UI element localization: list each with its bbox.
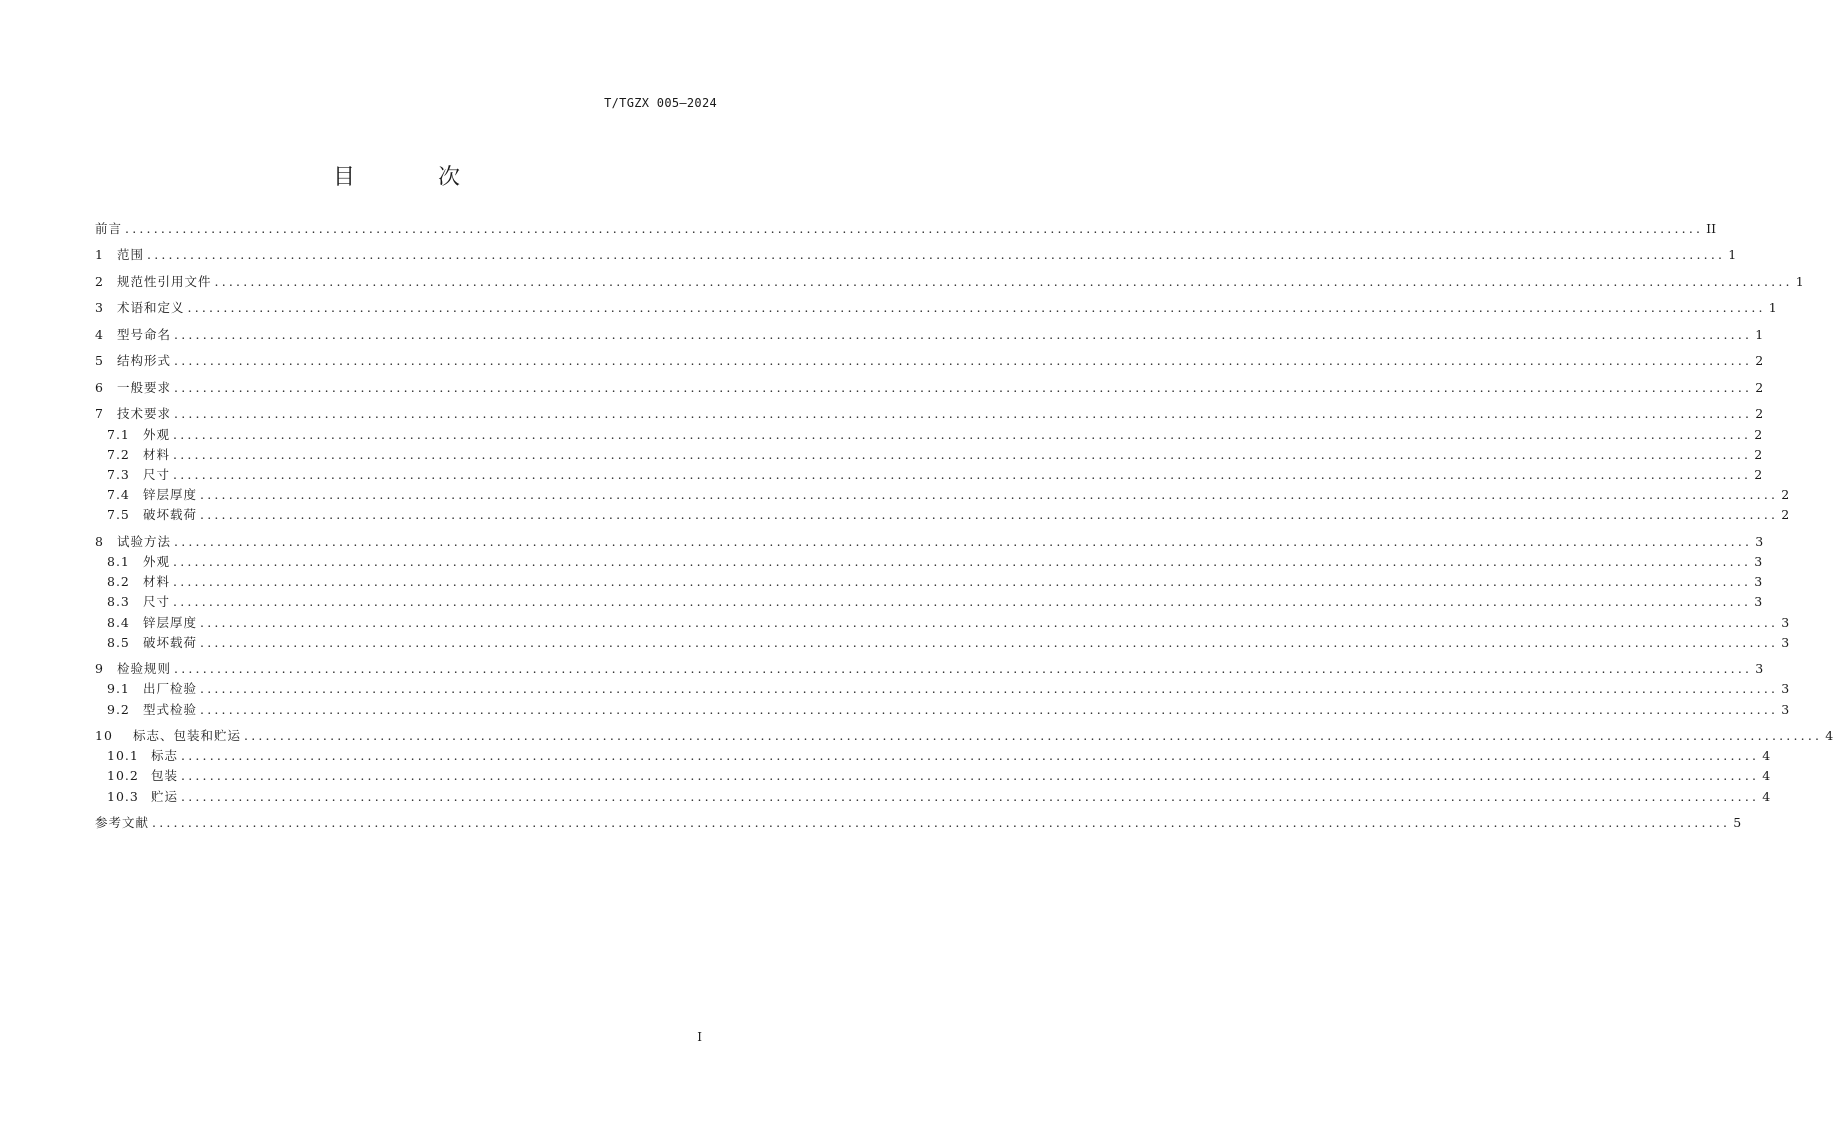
toc-entry-page: 4 bbox=[1762, 768, 1771, 784]
toc-entry-number: 10.3 bbox=[107, 788, 139, 804]
toc-entry-page: 3 bbox=[1781, 634, 1790, 650]
toc-entry-page: 4 bbox=[1825, 728, 1833, 744]
toc-entry-number: 10.2 bbox=[107, 768, 139, 784]
toc-subentry[interactable] bbox=[95, 425, 1763, 445]
toc-entry-title: 包装 bbox=[151, 768, 179, 784]
toc-entry[interactable] bbox=[95, 659, 1764, 679]
toc-entry-number: 10 bbox=[95, 728, 113, 744]
toc-entry-page: 1 bbox=[1768, 300, 1777, 316]
toc-subentry[interactable] bbox=[95, 700, 1790, 720]
toc-entry-page: 4 bbox=[1762, 788, 1771, 804]
dot-leader: ............................................................................................................................................................................................................................ bbox=[174, 353, 1753, 369]
dot-leader: ............................................................................................................................................................................................................................ bbox=[200, 681, 1779, 697]
dot-leader: ............................................................................................................................................................................................................................ bbox=[174, 533, 1753, 549]
dot-leader: ............................................................................................................................................................................................................................ bbox=[200, 634, 1779, 650]
toc-entry-label bbox=[95, 298, 185, 318]
toc-entry-number: 5 bbox=[95, 353, 104, 369]
toc-entry-label bbox=[95, 219, 122, 239]
toc-entry-title: 材料 bbox=[143, 574, 171, 590]
dot-leader: ............................................................................................................................................................................................................................ bbox=[147, 247, 1726, 263]
toc-entry-label bbox=[95, 272, 212, 292]
toc-entry-page: 3 bbox=[1781, 701, 1790, 717]
toc-entry-label bbox=[107, 485, 197, 505]
toc-entry-page: 2 bbox=[1755, 406, 1764, 422]
toc-entry-title: 一般要求 bbox=[117, 379, 172, 395]
toc-entry-page: 3 bbox=[1754, 594, 1763, 610]
toc-entry-page: 2 bbox=[1754, 446, 1763, 462]
dot-leader: ............................................................................................................................................................................................................................ bbox=[173, 574, 1752, 590]
toc-title: 目 次 bbox=[333, 165, 498, 190]
toc-entry-number: 7.3 bbox=[107, 466, 130, 482]
dot-leader: ............................................................................................................................................................................................................................ bbox=[214, 273, 1793, 289]
toc-entry-title: 材料 bbox=[143, 446, 171, 462]
toc-subentry[interactable] bbox=[95, 787, 1771, 807]
toc-entry[interactable] bbox=[95, 378, 1764, 398]
toc-entry-number: 6 bbox=[95, 379, 104, 395]
toc-subentry[interactable] bbox=[95, 552, 1763, 572]
toc-entry-page: 1 bbox=[1795, 273, 1804, 289]
toc-entry-title: 术语和定义 bbox=[117, 300, 185, 316]
toc-entry-title: 型号命名 bbox=[117, 326, 172, 342]
toc-subentry[interactable] bbox=[95, 633, 1790, 653]
toc-entry-number: 9.2 bbox=[107, 701, 130, 717]
table-of-contents bbox=[95, 219, 1833, 833]
toc-entry[interactable] bbox=[95, 272, 1804, 292]
toc-entry-page: 3 bbox=[1781, 681, 1790, 697]
toc-entry-title: 锌层厚度 bbox=[143, 614, 198, 630]
toc-entry[interactable] bbox=[95, 219, 1717, 239]
dot-leader: ............................................................................................................................................................................................................................ bbox=[152, 815, 1731, 831]
dot-leader: ............................................................................................................................................................................................................................ bbox=[187, 300, 1766, 316]
toc-entry-label bbox=[95, 245, 144, 265]
toc-entry-number: 7.4 bbox=[107, 487, 130, 503]
toc-entry-label bbox=[95, 378, 171, 398]
toc-entry-label bbox=[95, 659, 171, 679]
toc-entry[interactable] bbox=[95, 813, 1742, 833]
toc-entry-number: 9.1 bbox=[107, 681, 130, 697]
toc-subentry[interactable] bbox=[95, 613, 1790, 633]
dot-leader: ............................................................................................................................................................................................................................ bbox=[181, 768, 1760, 784]
toc-entry-title: 破坏载荷 bbox=[143, 634, 198, 650]
toc-entry[interactable] bbox=[95, 404, 1764, 424]
toc-entry-number: 7.5 bbox=[107, 507, 130, 523]
toc-entry-title: 标志 bbox=[151, 748, 179, 764]
dot-leader: ............................................................................................................................................................................................................................ bbox=[200, 507, 1779, 523]
toc-entry-page: 2 bbox=[1754, 466, 1763, 482]
toc-entry-title: 型式检验 bbox=[143, 701, 198, 717]
dot-leader: ............................................................................................................................................................................................................................ bbox=[174, 379, 1753, 395]
dot-leader: ............................................................................................................................................................................................................................ bbox=[181, 788, 1760, 804]
toc-entry-page: 3 bbox=[1755, 661, 1764, 677]
toc-entry-number: 8.1 bbox=[107, 553, 130, 569]
toc-entry-title: 尺寸 bbox=[143, 594, 171, 610]
toc-entry-label bbox=[107, 700, 197, 720]
page-number: I bbox=[697, 1030, 702, 1044]
toc-entry-label bbox=[107, 572, 170, 592]
toc-entry-label bbox=[95, 532, 171, 552]
toc-entry-number: 2 bbox=[95, 273, 104, 289]
toc-entry-label bbox=[107, 552, 170, 572]
toc-entry[interactable] bbox=[95, 245, 1737, 265]
toc-subentry[interactable] bbox=[95, 766, 1771, 786]
toc-entry-number: 8.2 bbox=[107, 574, 130, 590]
dot-leader: ............................................................................................................................................................................................................................ bbox=[173, 594, 1752, 610]
toc-entry[interactable] bbox=[95, 325, 1764, 345]
toc-entry-title: 参考文献 bbox=[95, 815, 150, 831]
toc-entry-number: 8 bbox=[95, 533, 104, 549]
toc-entry-title: 外观 bbox=[143, 553, 171, 569]
toc-entry-title: 锌层厚度 bbox=[143, 487, 198, 503]
dot-leader: ............................................................................................................................................................................................................................ bbox=[173, 426, 1752, 442]
toc-entry-number: 8.4 bbox=[107, 614, 130, 630]
dot-leader: ............................................................................................................................................................................................................................ bbox=[174, 326, 1753, 342]
toc-entry-page: 2 bbox=[1755, 379, 1764, 395]
toc-entry-page: 3 bbox=[1754, 553, 1763, 569]
toc-entry-label bbox=[95, 404, 171, 424]
toc-subentry[interactable] bbox=[95, 572, 1763, 592]
toc-entry-title: 技术要求 bbox=[117, 406, 172, 422]
toc-entry-number: 8.3 bbox=[107, 594, 130, 610]
toc-entry-label bbox=[107, 425, 170, 445]
toc-entry-page: 1 bbox=[1728, 247, 1737, 263]
toc-entry-page: 5 bbox=[1733, 815, 1742, 831]
toc-entry-number: 1 bbox=[95, 247, 104, 263]
toc-entry-label bbox=[95, 813, 149, 833]
toc-entry-number: 7.2 bbox=[107, 446, 130, 462]
dot-leader: ............................................................................................................................................................................................................................ bbox=[200, 701, 1779, 717]
dot-leader: ............................................................................................................................................................................................................................ bbox=[200, 487, 1779, 503]
toc-entry-title: 贮运 bbox=[151, 788, 179, 804]
toc-entry-title: 试验方法 bbox=[117, 533, 172, 549]
toc-entry-title: 范围 bbox=[117, 247, 145, 263]
toc-entry-number: 7 bbox=[95, 406, 104, 422]
toc-subentry[interactable] bbox=[95, 592, 1763, 612]
toc-entry-label bbox=[107, 592, 170, 612]
dot-leader: ............................................................................................................................................................................................................................ bbox=[174, 406, 1753, 422]
toc-entry-title: 结构形式 bbox=[117, 353, 172, 369]
toc-subentry[interactable] bbox=[95, 485, 1790, 505]
toc-entry-page: 2 bbox=[1781, 507, 1790, 523]
toc-entry-number: 7.1 bbox=[107, 426, 130, 442]
toc-entry-page: 3 bbox=[1755, 533, 1764, 549]
toc-entry-page: 2 bbox=[1755, 353, 1764, 369]
dot-leader: ............................................................................................................................................................................................................................ bbox=[174, 661, 1753, 677]
toc-entry-title: 标志、包装和贮运 bbox=[133, 728, 242, 744]
toc-entry-number: 9 bbox=[95, 661, 104, 677]
toc-entry-label bbox=[107, 445, 170, 465]
toc-entry-label bbox=[107, 505, 197, 525]
toc-entry[interactable] bbox=[95, 298, 1777, 318]
toc-entry[interactable] bbox=[95, 351, 1764, 371]
toc-subentry[interactable] bbox=[95, 445, 1763, 465]
toc-entry-page: 2 bbox=[1754, 426, 1763, 442]
toc-entry-title: 出厂检验 bbox=[143, 681, 198, 697]
toc-entry-number: 10.1 bbox=[107, 748, 139, 764]
toc-entry[interactable] bbox=[95, 532, 1764, 552]
toc-entry-page: 1 bbox=[1755, 326, 1764, 342]
dot-leader: ............................................................................................................................................................................................................................ bbox=[200, 614, 1779, 630]
dot-leader: ............................................................................................................................................................................................................................ bbox=[173, 446, 1752, 462]
toc-entry-page: 4 bbox=[1762, 748, 1771, 764]
toc-entry-number: 4 bbox=[95, 326, 104, 342]
toc-subentry[interactable] bbox=[95, 679, 1790, 699]
dot-leader: ............................................................................................................................................................................................................................ bbox=[173, 553, 1752, 569]
dot-leader: ............................................................................................................................................................................................................................ bbox=[181, 748, 1760, 764]
toc-entry-label bbox=[107, 787, 178, 807]
dot-leader: ............................................................................................................................................................................................................................ bbox=[173, 466, 1752, 482]
toc-entry-title: 规范性引用文件 bbox=[117, 273, 212, 289]
toc-entry-page: II bbox=[1706, 220, 1717, 236]
toc-entry-title: 破坏载荷 bbox=[143, 507, 198, 523]
toc-entry[interactable] bbox=[95, 726, 1833, 746]
toc-entry-title: 前言 bbox=[95, 220, 123, 236]
dot-leader: ............................................................................................................................................................................................................................ bbox=[244, 728, 1823, 744]
toc-entry-label bbox=[95, 351, 171, 371]
toc-entry-label bbox=[107, 633, 197, 653]
toc-entry-label bbox=[107, 766, 178, 786]
toc-subentry[interactable] bbox=[95, 746, 1771, 766]
dot-leader: ............................................................................................................................................................................................................................ bbox=[125, 220, 1704, 236]
toc-entry-title: 尺寸 bbox=[143, 466, 171, 482]
toc-entry-page: 3 bbox=[1781, 614, 1790, 630]
toc-entry-label bbox=[107, 746, 178, 766]
toc-entry-title: 检验规则 bbox=[117, 661, 172, 677]
toc-entry-number: 8.5 bbox=[107, 634, 130, 650]
document-code: T/TGZX 005—2024 bbox=[604, 96, 717, 110]
toc-entry-number: 3 bbox=[95, 300, 104, 316]
toc-entry-page: 3 bbox=[1754, 574, 1763, 590]
toc-subentry[interactable] bbox=[95, 465, 1763, 485]
toc-entry-page: 2 bbox=[1781, 487, 1790, 503]
toc-entry-label bbox=[107, 613, 197, 633]
toc-entry-label bbox=[107, 465, 170, 485]
toc-subentry[interactable] bbox=[95, 505, 1790, 525]
toc-entry-label bbox=[107, 679, 197, 699]
toc-entry-label bbox=[95, 726, 241, 746]
toc-entry-title: 外观 bbox=[143, 426, 171, 442]
toc-entry-label bbox=[95, 325, 171, 345]
